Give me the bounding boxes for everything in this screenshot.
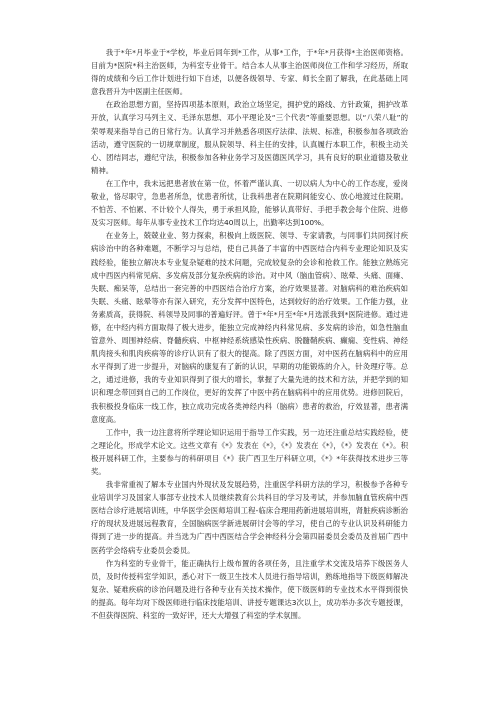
- paragraph-continuing-education: 我非常重视了解本专业国内外现状及发展趋势，注重医学科研方法的学习，积极参予各种专业培训学习及国家人事部专业技术人员继续教育公共科目的学习及考试，并参加脑血管疾病中西医结合诊疗进展培训班，中华医学会医师培训工程-临床合理用药新进展培训班，肾脏疾病诊断治疗的现状及进展远程教育，全国脑病医学新进展研讨会等的学习，使自己的专业认识及科研能力得到了进一步的提高。并当选为广西中西医结合学会神经科分会第四届委员会委员及首届广西中医药学会络病专业委员会委员。: [91, 480, 408, 555]
- paragraph-mentoring: 作为科室的专业骨干，能正确执行上级布置的各项任务，且注重学术交流及培养下级医务人员，及时传授科室学知识，悉心对下一级卫生技术人员进行指导培训，熟练地指导下级医师解决复杂、疑难疾病的诊治问题及进行各种专业有关技术操作，使下级医师的专业技术水平得到很快的提高。每年均对下级医师进行临床技能培训、讲授专题课达3次以上，成功举办多次专题授课，不但获得医院、科室的一致好评，还大大增强了科室的学术氛围。: [91, 558, 408, 621]
- paragraph-work-attitude: 在工作中，我未远把患者放在第一位，怀着严谨认真、一切以病人为中心的工作态度，爱岗敬业，恪尽职守，急患者所急，忧患者所忧，让我科患者在院期间能安心、放心地渡过住院期。不怕苦、不怕累、不计较个人得失，勇于承担风险，能够认真带好、手把手教会每个住院、进修及实习医师。每年从事专业技术工作均达40周以上，出勤率达到100%。: [91, 178, 408, 228]
- paragraph-intro: 我于*年*月毕业于*学校，毕业后同年到*工作，从事*工作，于*年*月获得*主治医师资格。目前为*医院*科主治医师，为科室专业骨干。结合本人从事主治医师岗位工作和学习经历，所取得的成绩和今后工作计划进行如下自述，以便各级领导、专家、师长全面了解我，在此基础上同意我晋升为中医副主任医师。: [91, 48, 408, 97]
- paragraph-political-thought: 在政治思想方面，坚持四项基本原则，政治立场坚定，拥护党的路线、方针政策，拥护改革开放，认真学习马列主义、毛泽东思想、邓小平理论及“三个代表”等重要思想。以“八荣八耻”的荣辱观来指导自己的日常行为。认真学习并熟悉各项医疗法律、法规、标准，积极参加各项政治活动，遵守医院的一切规章制度，服从院领导、科主任的安排，认真履行本职工作，积极主动关心、团结同志，遵纪守法，积极参加各种业务学习及医德医风学习，具有良好的职业道德及敬业精神。: [91, 100, 408, 175]
- paragraph-professional-skills: 在业务上，兢兢业业、努力探索，积极向上级医院、领导、专家请教，与同事们共同探讨疾病诊治中的各种难题，不断学习与总结，使自己具备了丰富的中西医结合内科专业理论知识及实践经验，能独立解决本专业复杂疑难的技术问题，完成较复杂的会诊和抢救工作。能独立熟练完成中西医内科常见病、多发病及部分复杂疾病的诊治。对中风（脑血管病）、眩晕、头痛、面瘫、失眠、痴呆等，总结出一套完善的中西医结合治疗方案，治疗效果显著。对脑病科的难治疾病如失眠、头痛、眩晕等亦有深入研究，充分发挥中医特色，达到较好的治疗效果。工作能力强，业务素质高，获得院、科领导及同事的普遍好评。曾于*年*月至*年*月选派我到*医院进修。通过进修，在中经内科方面取得了极大进步，能独立完成神经内科常见病、多发病的诊治，如急性脑血管意外、周围神经病、脊髓疾病、中枢神经系统感染性疾病、脱髓鞘疾病、癫痫、变性病、神经肌肉接头和肌肉疾病等的诊疗认识有了很大的提高。除了西医方面，对中医药在脑病科中的应用水平得到了进一步提升，对脑病的康复有了新的认识，早期的功能锻炼的介入，针灸理疗等。总之，通过进修，我的专业知识得到了很大的增长，掌握了大量先进的技术和方法，并把学到的知识和理念带回到自己的工作岗位，更好的发挥了中医中药在脑病科中的应用优势。进修回院后，我积极投身临床一线工作，独立成功完成各类神经内科（脑病）患者的救治，疗效显著，患者满意度高。: [91, 231, 408, 424]
- paragraph-research: 工作中，我一边注意将所学理论知识运用于指导工作实践，另一边还注重总结实践经验，使之理论化，形成学术论文。这些文章有《*》发表在《*》，《*》发表在《*》，《*》发表在《*》。积极开展科研工作，主要参与的科研项目《*》获广西卫生厅科研立项，《*》*年获得技术进步三等奖。: [91, 427, 408, 476]
- document-body: [91, 46, 408, 622]
